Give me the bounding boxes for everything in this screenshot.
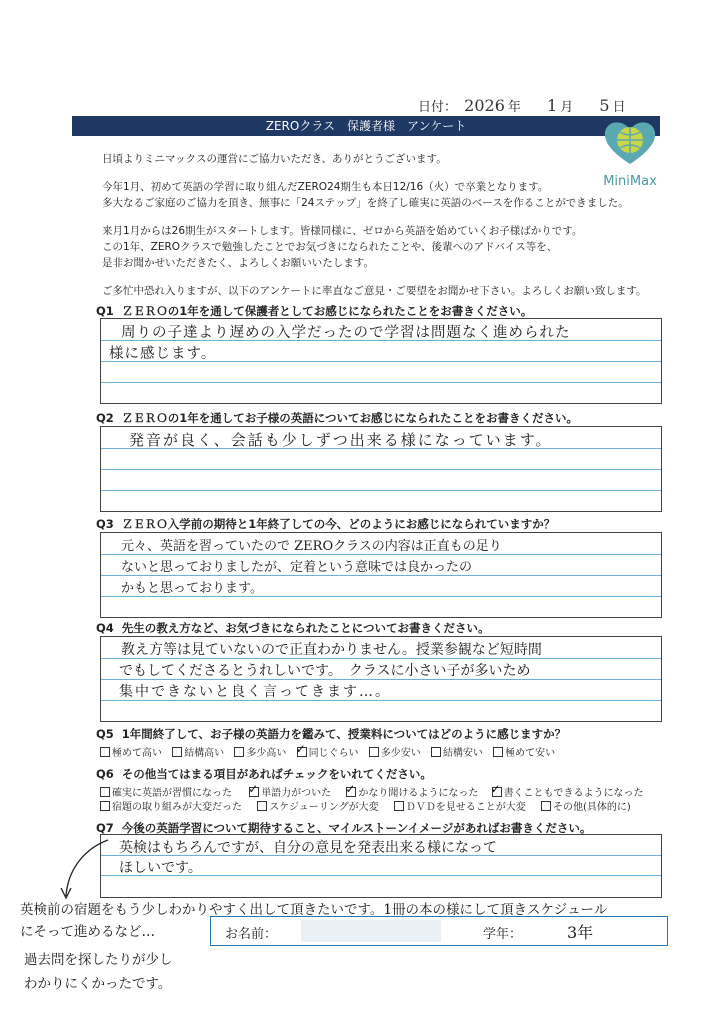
extra-note-line-4: わかりにくかったです。 (24, 976, 172, 992)
intro-line-6: 是非お聞かせいただきたく、よろしくお願いいたします。 (102, 257, 374, 269)
q5-option[interactable]: 極めて高い (100, 744, 162, 759)
date-label: 日付： (418, 100, 458, 115)
q6-option-checked[interactable]: ✓ 単語力がついた (249, 784, 331, 799)
q6-option-checked[interactable]: ✓ かなり聞けるようになった (346, 784, 478, 799)
q6-option[interactable]: 宿題の取り組みが大変だった (100, 798, 242, 813)
q4-heading: Q4 先生の教え方など、お気づきになられたことについてお書きください。 (96, 621, 490, 635)
globe-heart-icon (598, 116, 662, 168)
q3-answer-line-3: かもと思っております。 (121, 581, 263, 596)
q6-heading: Q6 その他当てはまる項目があればチェックをいれてください。 (96, 767, 432, 781)
intro-line-2: 今年1月、初めて英語の学習に取り組んだZERO24期生も本日12/16（火）で卒業となります。 (102, 181, 549, 193)
date-day-unit: 日 (612, 100, 626, 115)
q5-option-checked[interactable]: ✓ 同じぐらい (297, 744, 359, 759)
grade-label: 学年： (483, 927, 523, 942)
intro-line-3: 多大なるご家庭のご協力を頂き、無事に「24ステップ」を終了し確実に英語のベースを作ることができました。 (102, 197, 629, 209)
q6-options-row-2 (100, 798, 631, 813)
intro-line-5: この1年、ZEROクラスで勉強したことでお気づきになられたことや、後輩へのアドバイス等を、 (102, 241, 558, 253)
intro-line-4: 来月1月からは26期生がスタートします。皆様同様に、ゼロから英語を始めていくお子様ばかりです。 (102, 225, 583, 237)
q2-answer-box[interactable] (100, 426, 662, 512)
q1-answer-line-2: 様に感じます。 (109, 346, 217, 362)
grade-value[interactable]: 3年 (567, 923, 594, 942)
q7-answer-line-2: ほしいです。 (119, 860, 202, 876)
handwritten-arrow-icon (56, 838, 116, 902)
q6-options-row-1 (100, 784, 644, 799)
extra-note-line-1: 英検前の宿題をもう少しわかりやすく出して頂きたいです。1冊の本の様にして頂きスケジュール (20, 902, 608, 918)
date-year-unit: 年 (507, 100, 521, 115)
q6-option[interactable]: その他(具体的に) (541, 798, 631, 813)
q3-answer-box[interactable] (100, 532, 662, 618)
survey-title: ZEROクラス 保護者様 アンケート (72, 116, 660, 136)
q7-answer-box[interactable] (100, 834, 662, 898)
q5-option[interactable]: 結構高い (172, 744, 224, 759)
date-day: 5 (599, 96, 610, 115)
q3-answer-line-2: ないと思っておりましたが、定着という意味では良かったの (121, 560, 473, 575)
q2-heading: Q2 ＺＥＲＯの1年を通してお子様の英語についてお感じになられたことをお書きください。 (96, 411, 579, 425)
q4-answer-line-1: 教え方等は見ていないので正直わかりません。授業参観など短時間 (121, 642, 542, 658)
q5-option[interactable]: 多少高い (234, 744, 286, 759)
date-year: 2026 (464, 96, 505, 115)
q5-heading: Q5 1年間終了して、お子様の英語力を鑑みて、授業料についてはどのように感じますか？ (96, 727, 567, 741)
q6-option-checked[interactable]: ✓ 書くこともできるようになった (492, 784, 644, 799)
date-line (418, 96, 626, 115)
date-month-unit: 月 (560, 100, 574, 115)
q4-answer-line-2: でもしてくださるとうれしいです。 クラスに小さい子が多いため (119, 663, 531, 679)
minimax-logo (598, 116, 662, 190)
date-month: 1 (547, 96, 558, 115)
q5-options (100, 744, 562, 759)
q4-answer-line-3: 集中できないと良く言ってきます…。 (119, 684, 391, 700)
extra-note-line-3: 過去問を探したりが少し (24, 952, 173, 968)
intro-line-1: 日頃よりミニマックスの運営にご協力いただき、ありがとうございます。 (102, 153, 447, 165)
name-label: お名前： (225, 927, 278, 942)
name-grade-box (210, 916, 668, 946)
q7-heading: Q7 今後の英語学習について期待すること、マイルストーンイメージがあればお書きください。 (96, 821, 592, 835)
q5-option[interactable]: 多少安い (369, 744, 421, 759)
q1-heading: Q1 ＺＥＲＯの1年を通して保護者としてお感じになられたことをお書きください。 (96, 304, 533, 318)
q6-option[interactable]: ＤＶＤを見せることが大変 (394, 798, 526, 813)
q6-option[interactable]: 確実に英語が習慣になった (100, 784, 232, 799)
q5-option[interactable]: 結構安い (431, 744, 483, 759)
q6-option[interactable]: スケジューリングが大変 (257, 798, 378, 813)
q1-answer-line-1: 周りの子達より遅めの入学だったので学習は問題なく進められた (121, 325, 571, 341)
q3-answer-line-1: 元々、英語を習っていたので ZEROクラスの内容は正直もの足り (121, 539, 502, 554)
q7-answer-line-1: 英検はもちろんですが、自分の意見を発表出来る様になって (119, 840, 497, 856)
q1-answer-box[interactable] (100, 318, 662, 404)
q2-answer-line-1: 発音が良く、会話も少しずつ出来る様になっています。 (129, 431, 553, 449)
name-field[interactable] (301, 920, 441, 942)
q3-heading: Q3 ＺＥＲＯ入学前の期待と1年終了しての今、どのようにお感じになられていますか？ (96, 517, 556, 531)
logo-text: MiniMax (603, 174, 657, 189)
q4-answer-box[interactable] (100, 636, 662, 722)
q5-option[interactable]: 極めて安い (493, 744, 555, 759)
intro-line-7: ご多忙中恐れ入りますが、以下のアンケートに率直なご意見・ご要望をお聞かせ下さい。よろしくお願い致します。 (102, 285, 647, 297)
extra-note-line-2: にそって進めるなど… (20, 924, 155, 940)
